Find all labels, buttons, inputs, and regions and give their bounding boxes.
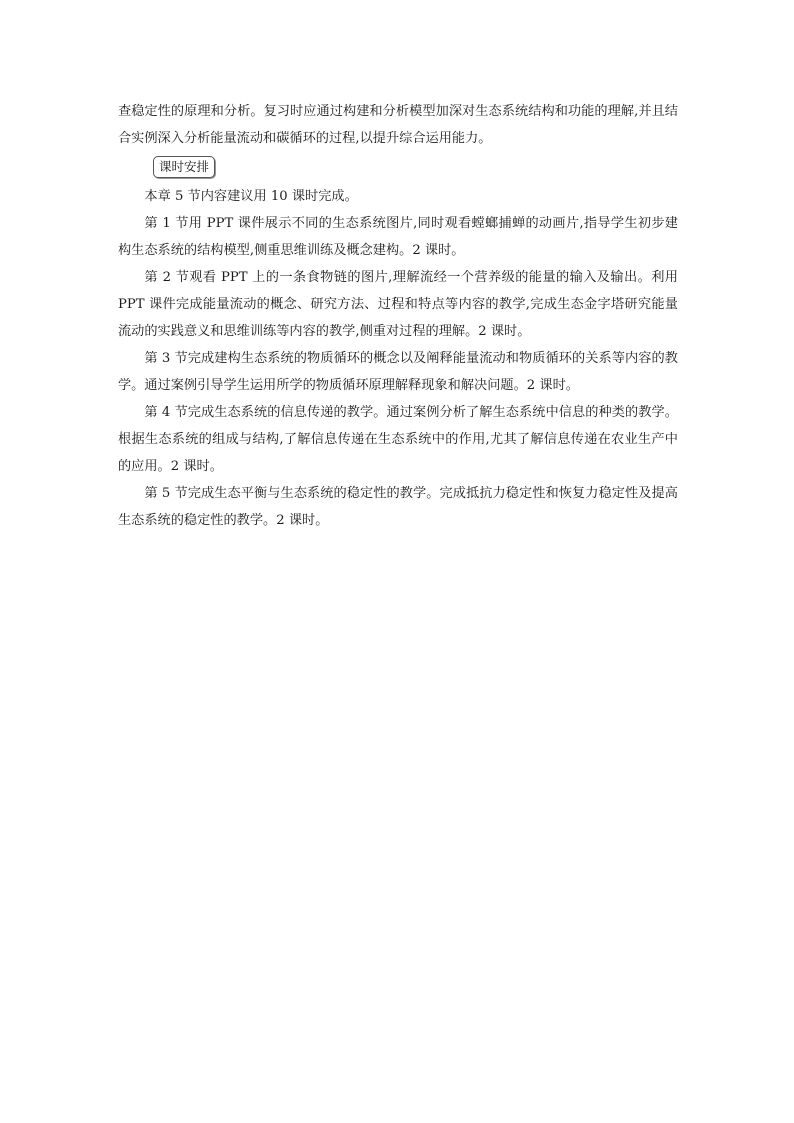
paragraph-overview: 本章 5 节内容建议用 10 课时完成。 (144, 189, 358, 204)
paragraph-section-2: 第 2 节观看 PPT 上的一条食物链的图片,理解流经一个营养级的能量的输入及输出。利用 PPT 课件完成能量流动的概念、研究方法、过程和特点等内容的教学,完成生态金字塔研究能量流动的实践意义和思维训练等内容的教学,侧重对过程的理解。2 课时。 (118, 270, 678, 339)
paragraph-section-5: 第 5 节完成生态平衡与生态系统的稳定性的教学。完成抵抗力稳定性和恢复力稳定性及提高生态系统的稳定性的教学。2 课时。 (118, 486, 678, 528)
paragraph-section-1: 第 1 节用 PPT 课件展示不同的生态系统图片,同时观看螳螂捕蝉的动画片,指导学生初步建构生态系统的结构模型,侧重思维训练及概念建构。2 课时。 (118, 216, 678, 258)
intro-paragraph: 查稳定性的原理和分析。复习时应通过构建和分析模型加深对生态系统结构和功能的理解,并且结合实例深入分析能量流动和碳循环的过程,以提升综合运用能力。 (118, 104, 678, 146)
section-label-row (118, 152, 678, 183)
section-label-lesson-schedule: 课时安排 (153, 156, 215, 178)
document-body (118, 98, 678, 534)
paragraph-section-3: 第 3 节完成建构生态系统的物质循环的概念以及阐释能量流动和物质循环的关系等内容的教学。通过案例引导学生运用所学的物质循环原理解释现象和解决问题。2 课时。 (118, 351, 678, 393)
paragraph-section-4: 第 4 节完成生态系统的信息传递的教学。通过案例分析了解生态系统中信息的种类的教学。根据生态系统的组成与结构,了解信息传递在生态系统中的作用,尤其了解信息传递在农业生产中的应用。2 课时。 (118, 405, 678, 474)
